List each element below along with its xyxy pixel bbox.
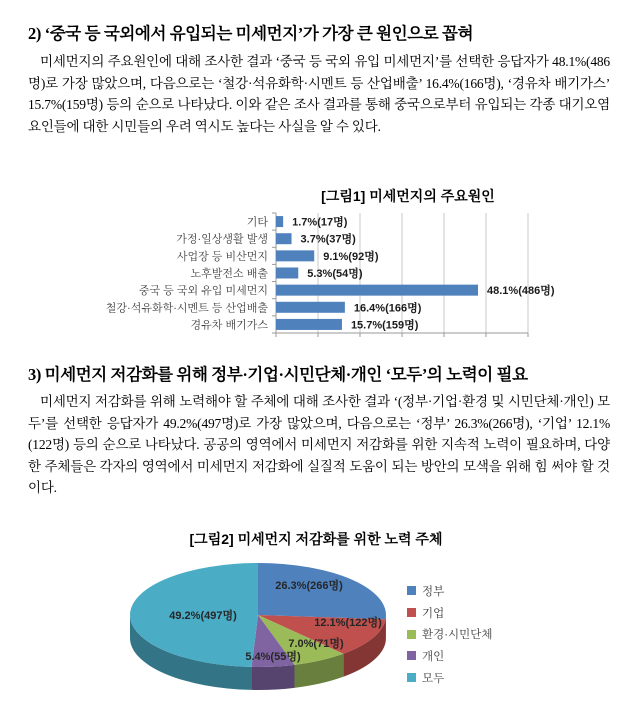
bar-3	[276, 268, 298, 279]
bar-5	[276, 302, 345, 313]
bar-6	[276, 319, 342, 330]
legend-swatch-icon	[407, 673, 416, 682]
legend-label: 정부	[422, 585, 445, 598]
bar-0	[276, 216, 283, 227]
bar-value-label: 3.7%(37명)	[300, 233, 356, 246]
bar-category-label: 경유차 배기가스	[190, 319, 268, 332]
bar-value-label: 48.1%(486명)	[487, 285, 555, 298]
bar-category-label: 중국 등 국외 유입 미세먼지	[138, 285, 268, 298]
bar-chart-canvas	[0, 205, 635, 355]
section2-paragraph: 미세먼지의 주요원인에 대해 조사한 결과 ‘중국 등 국외 유입 미세먼지’를 선택한 응답자가 48.1%(486명)로 가장 많았으며, 다음으로는 ‘철강·석유화학·시멘트 등 산업배출’ 16.4%(166명), ‘경유차 배기가스’ 15.7%(159명) 등의 순으로 나타났다. 이와 같은 조사 결과를 통해 중국으로부터 유입되는 각종 대기오염 요인들에 대한 시민들의 우려 역시도 높다는 사실을 알 수 있다.	[28, 54, 610, 134]
pie-slice-label: 7.0%(71명)	[288, 638, 344, 650]
bar-value-label: 5.3%(54명)	[307, 268, 363, 280]
section2-heading: 2) ‘중국 등 국외에서 유입되는 미세먼지’가 가장 큰 원인으로 꼽혀	[28, 24, 474, 43]
section3-heading: 3) 미세먼지 저감화를 위해 정부·기업·시민단체·개인 ‘모두’의 노력이 필요	[28, 365, 528, 384]
bar-category-label: 기타	[246, 216, 268, 229]
bar-value-label: 1.7%(17명)	[292, 216, 348, 229]
pie-slice-side-3	[252, 665, 295, 690]
legend-label: 개인	[422, 650, 445, 663]
bar-category-label: 사업장 등 비산먼지	[176, 250, 268, 263]
bar-category-label: 철강·석유화학·시멘트 등 산업배출	[105, 302, 268, 315]
legend-label: 기업	[422, 607, 445, 620]
pie-chart-title: [그림2] 미세먼지 저감화를 위한 노력 주체	[189, 531, 443, 547]
pie-slice-label: 26.3%(266명)	[275, 580, 343, 592]
pie-slice-label: 5.4%(55명)	[245, 651, 301, 663]
legend-label: 모두	[422, 672, 445, 685]
section3-paragraph: 미세먼지 저감화를 위해 노력해야 할 주체에 대해 조사한 결과 ‘(정부·기업·환경 및 시민단체·개인) 모두’를 선택한 응답자가 49.2%(497명)로 가장 많았으며, 다음으로는 ‘정부’ 26.3%(266명), ‘기업’ 12.1%(122명) 등의 순으로 나타났다. 공공의 영역에서 미세먼지 저감화를 위한 지속적 노력이 필요하며, 다양한 주체들은 각자의 영역에서 미세먼지 저감화에 실질적 도움이 되는 방안의 모색을 위해 힘 써야 할 것이다.	[28, 394, 610, 495]
legend-item-3	[407, 645, 492, 667]
pie-slice-label: 12.1%(122명)	[314, 617, 382, 629]
legend-swatch-icon	[407, 586, 416, 595]
bar-value-label: 15.7%(159명)	[350, 319, 419, 332]
bar-category-label: 노후발전소 배출	[190, 268, 268, 280]
legend-item-0	[407, 580, 492, 602]
legend-item-1	[407, 602, 492, 624]
legend-label: 환경·시민단체	[422, 629, 493, 642]
legend-swatch-icon	[407, 608, 416, 617]
bar-chart-title: [그림1] 미세먼지의 주요원인	[321, 188, 495, 204]
bar-value-label: 16.4%(166명)	[353, 302, 422, 315]
bar-4	[276, 285, 478, 296]
bar-1	[276, 233, 292, 244]
legend-item-4	[407, 667, 492, 689]
bar-value-label: 9.1%(92명)	[323, 250, 379, 263]
pie-slice-label: 49.2%(497명)	[169, 610, 237, 622]
pie-chart-canvas	[0, 550, 635, 726]
bar-2	[276, 250, 314, 261]
legend-item-2	[407, 623, 492, 645]
pie-legend	[407, 580, 492, 688]
bar-category-label: 가정·일상생활 발생	[176, 233, 268, 246]
legend-swatch-icon	[407, 651, 416, 660]
legend-swatch-icon	[407, 630, 416, 639]
